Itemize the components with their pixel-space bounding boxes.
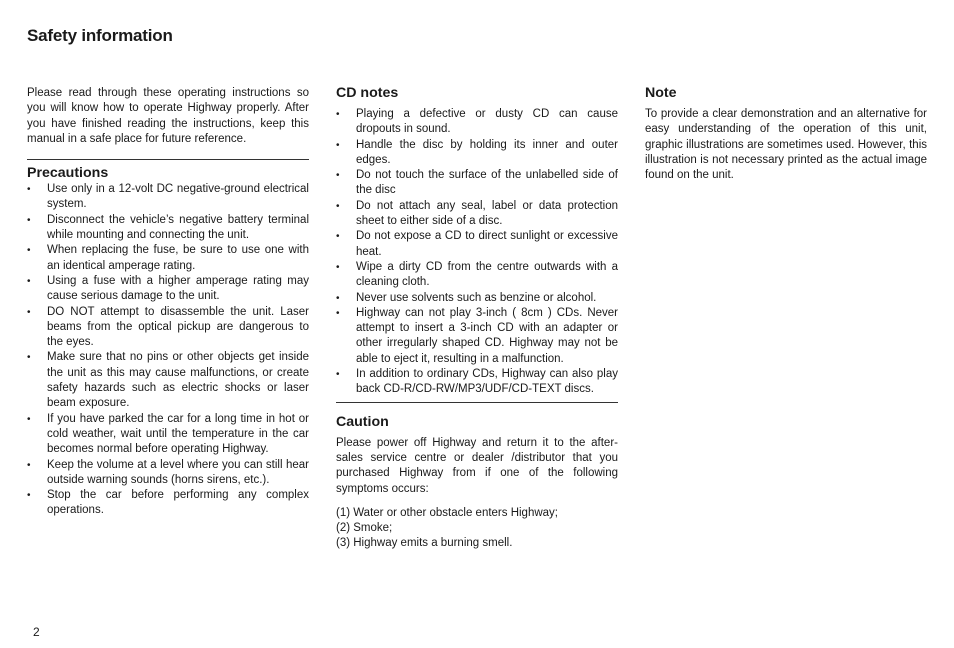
divider [336,402,618,403]
symptom-item: (2) Smoke; [336,522,393,535]
cd-notes-list [336,107,618,398]
bullet-icon: • [27,275,31,287]
list-item: • In addition to ordinary CDs, Highway can also play back CD-R/CD-RW/MP3/UDF/CD-TEXT discs. [336,368,618,396]
bullet-icon: • [27,245,31,257]
bullet-icon: • [336,231,340,243]
bullet-icon: • [27,214,31,226]
page-number: 2 [33,625,40,639]
list-item: • Use only in a 12-volt DC negative-ground electrical system. [27,183,309,211]
note-paragraph: To provide a clear demonstration and an alternative for easy understanding of the operation of this unit, graphic illustrations are sometimes used. However, this illustration is not necessary printed as the actual image found on the unit. [645,108,927,182]
column-middle [336,84,618,552]
bullet-icon: • [336,200,340,212]
bullet-icon: • [336,139,340,151]
symptom-list [336,506,618,552]
column-right [645,84,927,183]
bullet-icon: • [336,261,340,273]
list-item: • If you have parked the car for a long time in hot or cold weather, wait until the temperature in the car becomes normal before operating Highway. [27,412,309,456]
precautions-heading: Precautions [27,165,109,182]
cd-notes-heading: CD notes [336,85,399,101]
bullet-icon: • [27,184,31,196]
list-item: • Disconnect the vehicle’s negative battery terminal while mounting and connecting the unit. [27,213,309,242]
list-item: • Make sure that no pins or other objects get inside the unit as this may cause malfunctions, or create safety hazards such as electric shocks or laser beam exposure. [27,351,309,410]
list-item: • When replacing the fuse, be sure to use one with an identical amperage rating. [27,244,309,272]
list-item: • Handle the disc by holding its inner and outer edges. [336,138,618,166]
list-item: • Keep the volume at a level where you can still hear outside warning sounds (horns sirens, etc.). [27,458,309,486]
note-heading: Note [645,85,677,101]
caution-paragraph: Please power off Highway and return it to the after-sales service centre or dealer /distributor that you purchased Highway from if one of the following symptoms occurs: [336,436,618,495]
bullet-icon: • [27,306,31,318]
symptom-item: (3) Highway emits a burning smell. [336,537,513,550]
list-item: • DO NOT attempt to disassemble the unit. Laser beams from the optical pickup are dangerous to the eyes. [27,305,309,349]
precautions-list [27,182,309,519]
bullet-icon: • [336,170,340,182]
bullet-icon: • [336,292,340,304]
intro-paragraph: Please read through these operating instructions so you will know how to operate Highway properly. After you have finished reading the instructions, keep this manual in a safe place for future reference. [27,87,309,145]
bullet-icon: • [27,490,31,502]
bullet-icon: • [27,459,31,471]
list-item: • Do not attach any seal, label or data protection sheet to either side of a disc. [336,199,618,228]
list-item: • Playing a defective or dusty CD can cause dropouts in sound. [336,108,618,136]
column-left [27,84,309,519]
bullet-icon: • [336,307,340,319]
list-item: • Stop the car before performing any complex operations. [27,489,309,517]
list-item: • Highway can not play 3-inch ( 8cm ) CDs. Never attempt to insert a 3-inch CD with an adapter or other irregularly shaped CD. Highway may not be able to eject it, resulting in a malfunction. [336,306,618,365]
symptom-item: (1) Water or other obstacle enters Highway; [336,506,558,519]
bullet-icon: • [27,413,31,425]
page-title: Safety information [27,26,173,45]
list-item: • Wipe a dirty CD from the centre outwards with a cleaning cloth. [336,260,618,289]
divider [27,159,309,160]
bullet-icon: • [336,109,340,120]
caution-heading: Caution [336,413,389,430]
list-item: • Do not touch the surface of the unlabelled side of the disc [336,169,618,197]
list-item: • Do not expose a CD to direct sunlight or excessive heat. [336,230,618,258]
list-item: • Never use solvents such as benzine or alcohol. [336,291,618,306]
list-item: • Using a fuse with a higher amperage rating may cause serious damage to the unit. [27,274,309,303]
bullet-icon: • [336,369,340,381]
bullet-icon: • [27,352,31,364]
